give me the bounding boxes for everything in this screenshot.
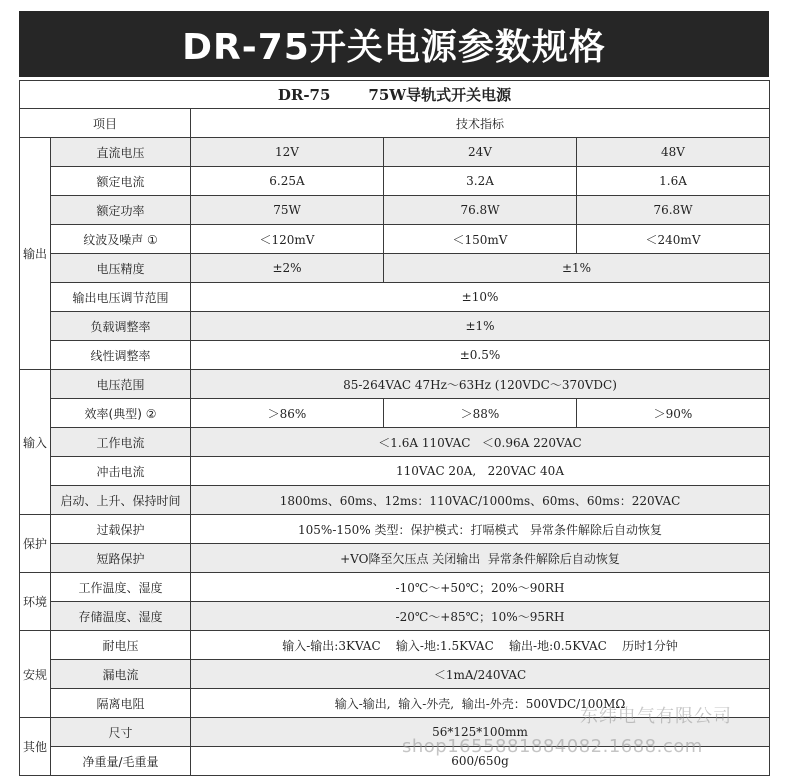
- table-row: [20, 457, 770, 486]
- row-label: 短路保护: [51, 544, 191, 573]
- cell-value: ±1%: [191, 312, 770, 341]
- cell-value: 76.8W: [577, 196, 770, 225]
- table-row: [20, 718, 770, 747]
- table-row: [20, 747, 770, 776]
- row-label: 冲击电流: [51, 457, 191, 486]
- table-row: [20, 138, 770, 167]
- cell-value: ±2%: [191, 254, 384, 283]
- table-row: [20, 399, 770, 428]
- row-label: 漏电流: [51, 660, 191, 689]
- row-label: 电压精度: [51, 254, 191, 283]
- cell-value: 56*125*100mm: [191, 718, 770, 747]
- cell-value: 6.25A: [191, 167, 384, 196]
- table-row: [20, 312, 770, 341]
- cell-value: 输入-输出, 输入-外壳, 输出-外壳：500VDC/100MΩ: [191, 689, 770, 718]
- row-label: 耐电压: [51, 631, 191, 660]
- spec-table: [19, 80, 770, 776]
- cell-value: 3.2A: [384, 167, 577, 196]
- cell-value: 1800ms、60ms、12ms：110VAC/1000ms、60ms、60ms：220VAC: [191, 486, 770, 515]
- table-subtitle: [20, 81, 770, 109]
- row-label: 负载调整率: [51, 312, 191, 341]
- watermark-company: 东纬电气有限公司: [580, 706, 732, 727]
- group-other: 其他: [20, 718, 51, 776]
- table-row: [20, 660, 770, 689]
- cell-value: ＜1mA/240VAC: [191, 660, 770, 689]
- cell-value: 110VAC 20A, 220VAC 40A: [191, 457, 770, 486]
- row-label: 尺寸: [51, 718, 191, 747]
- cell-value: ＜120mV: [191, 225, 384, 254]
- cell-value: 1.6A: [577, 167, 770, 196]
- row-label: 启动、上升、保持时间: [51, 486, 191, 515]
- row-label: 线性调整率: [51, 341, 191, 370]
- cell-value: 75W: [191, 196, 384, 225]
- cell-value: ＞90%: [577, 399, 770, 428]
- row-label: 隔离电阻: [51, 689, 191, 718]
- table-row: [20, 602, 770, 631]
- cell-value: ＜150mV: [384, 225, 577, 254]
- group-environment: 环境: [20, 573, 51, 631]
- row-label: 输出电压调节范围: [51, 283, 191, 312]
- row-label: 纹波及噪声 ①: [51, 225, 191, 254]
- cell-value: 600/650g: [191, 747, 770, 776]
- table-row: [20, 428, 770, 457]
- row-label: 存储温度、湿度: [51, 602, 191, 631]
- table-row: [20, 573, 770, 602]
- table-row: [20, 370, 770, 399]
- cell-value: ＞88%: [384, 399, 577, 428]
- group-output: 输出: [20, 138, 51, 370]
- table-row: [20, 225, 770, 254]
- table-row: [20, 283, 770, 312]
- table-subtitle-row: [20, 81, 770, 109]
- table-header-row: [20, 109, 770, 138]
- model-name: DR-75: [277, 86, 331, 104]
- cell-value: ＞86%: [191, 399, 384, 428]
- table-row: [20, 631, 770, 660]
- cell-value: 48V: [577, 138, 770, 167]
- row-label: 工作温度、湿度: [51, 573, 191, 602]
- cell-value: 85-264VAC 47Hz～63Hz (120VDC～370VDC): [191, 370, 770, 399]
- table-row: [20, 254, 770, 283]
- cell-value: 24V: [384, 138, 577, 167]
- row-label: 直流电压: [51, 138, 191, 167]
- row-label: 额定功率: [51, 196, 191, 225]
- cell-value: ＜1.6A 110VAC ＜0.96A 220VAC: [191, 428, 770, 457]
- cell-value: 76.8W: [384, 196, 577, 225]
- cell-value: ±1%: [384, 254, 770, 283]
- table-row: [20, 515, 770, 544]
- cell-value: ±0.5%: [191, 341, 770, 370]
- watermark-url: shop1655881884082.1688.com: [402, 736, 703, 757]
- header-spec: 技术指标: [191, 109, 770, 138]
- table-row: [20, 196, 770, 225]
- table-row: [20, 167, 770, 196]
- row-label: 过载保护: [51, 515, 191, 544]
- cell-value: -10℃～+50℃；20%～90RH: [191, 573, 770, 602]
- row-label: 电压范围: [51, 370, 191, 399]
- cell-value: 105%-150% 类型：保护模式：打嗝模式 异常条件解除后自动恢复: [191, 515, 770, 544]
- group-safety: 安规: [20, 631, 51, 718]
- cell-value: 输入-输出:3KVAC 输入-地:1.5KVAC 输出-地:0.5KVAC 历时1分钟: [191, 631, 770, 660]
- model-description: 75W导轨式开关电源: [368, 86, 512, 104]
- cell-value: +VO降至欠压点 关闭输出 异常条件解除后自动恢复: [191, 544, 770, 573]
- table-row: [20, 689, 770, 718]
- row-label: 效率(典型) ②: [51, 399, 191, 428]
- cell-value: ±10%: [191, 283, 770, 312]
- cell-value: ＜240mV: [577, 225, 770, 254]
- page-title: DR-75开关电源参数规格: [19, 11, 769, 77]
- table-row: [20, 341, 770, 370]
- group-protection: 保护: [20, 515, 51, 573]
- header-item: 项目: [20, 109, 191, 138]
- cell-value: 12V: [191, 138, 384, 167]
- row-label: 工作电流: [51, 428, 191, 457]
- group-input: 输入: [20, 370, 51, 515]
- row-label: 净重量/毛重量: [51, 747, 191, 776]
- row-label: 额定电流: [51, 167, 191, 196]
- cell-value: -20℃～+85℃；10%～95RH: [191, 602, 770, 631]
- table-row: [20, 544, 770, 573]
- table-row: [20, 486, 770, 515]
